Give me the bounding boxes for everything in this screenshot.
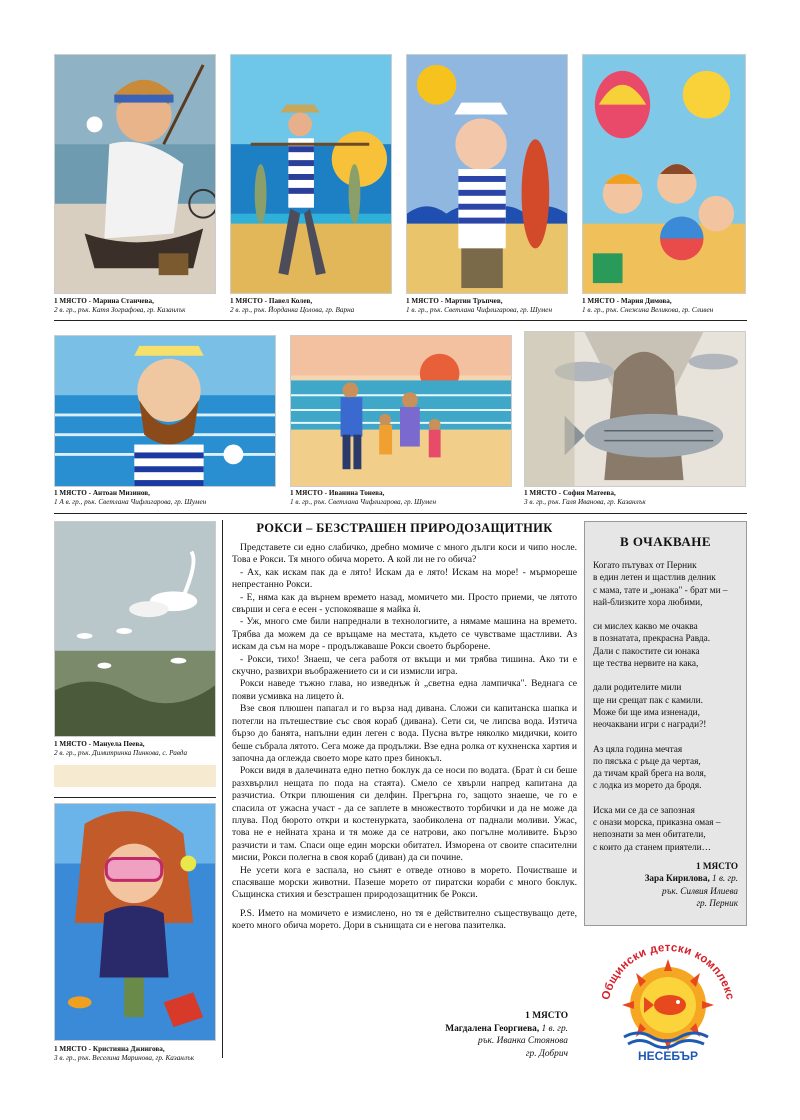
story-paragraph: - Ах, как искам пак да е лято! Искам да е лято! Искам на море! - мърмореше непрестанно Рокси. — [232, 566, 577, 591]
story-paragraph: - Е, няма как да върнем времето назад, момичето ми. Просто приеми, че лятото свърши и сега е есен - успокояваше я майка ѝ. — [232, 591, 577, 616]
poem-stanza: дали родителите мили ще ни срещат пак с камили. Може би ще има изненади, неочаквани игри с награди?! — [593, 683, 707, 731]
complex-logo — [594, 933, 742, 1063]
artwork-diver-girl — [54, 803, 216, 1041]
story-paragraph: Представете си едно слабичко, дребно момиче с много дълги коси и чипо носле. Това е Рокси. Тя много обича морето. А кой ли не го обича? — [232, 542, 577, 566]
poem-sidebar — [584, 521, 747, 926]
caption-row1-4: 1 МЯСТО - Мария Димова, 1 в. гр., рък. Снежина Великова, гр. Сливен — [582, 297, 714, 314]
caption-row2-3: 1 МЯСТО - София Матеева, 3 в. гр., рък. Галя Иванова, гр. Казанлък — [524, 489, 646, 506]
caption-row1-2: 1 МЯСТО - Павел Колев, 2 в. гр., рък. Йорданка Цолова, гр. Варна — [230, 297, 355, 314]
poem-body — [585, 550, 746, 854]
story-paragraph: Не усети кога е заспала, но сънят е отведе отново в морето. Почистваше и спасяваше морски животни. Пазеше морето от пиратски кораби с много боклук. Същинска стихия и безстрашен природозащитник бе Рокси. — [232, 864, 577, 901]
beige-band — [54, 765, 216, 787]
divider-left — [54, 797, 216, 798]
poem-signature — [585, 860, 746, 910]
poem-sig-place: 1 МЯСТО — [696, 860, 738, 871]
story-paragraph: Взе своя плюшен папагал и го върза над дивана. Сложи си капитанска шапка и потегли на пътешествие със своя кораб (дивана). Сети си, че липсва вода. Изтича бързо до банята, напълни един леген с вода. Пусна вътре няколко мидички, които беше събрала лятото. Сега може да продължи. Взе една ролка от кухненска хартия и започна да оглежда своето море като през бинокъл. — [232, 703, 577, 764]
story-signature — [445, 1010, 568, 1060]
story-sig-place: 1 МЯСТО — [525, 1011, 568, 1021]
caption-left-2: 1 МЯСТО - Кристияна Джингова, 3 в. гр., рък. Веселина Маринова, гр. Казанлък — [54, 1045, 195, 1062]
story-paragraph: - Рокси, тихо! Знаеш, че сега работя от вкъщи и ми трябва тишина. Ако ти е скучно, развихри въображението си и си измисли игра. — [232, 653, 577, 678]
artwork-beach-children — [582, 54, 746, 294]
column-divider — [222, 520, 223, 1058]
poem-stanza: Когато пътувах от Перник в един летен и щастлив делник с мама, тате и „юнака" - брат ми – най-близките хора любими, — [593, 561, 728, 608]
caption-row1-3: 1 МЯСТО - Мартин Тръпчев, 1 в. гр., рък. Светлана Чифлигарова, гр. Шумен — [406, 297, 553, 314]
story-sig-city: гр. Добрич — [525, 1048, 568, 1059]
artwork-woman-with-fish — [524, 331, 746, 487]
artwork-boy-with-fish — [406, 54, 568, 294]
logo-city: НЕСЕБЪР — [638, 1049, 698, 1063]
artwork-sailor-portrait — [54, 335, 276, 487]
poem-sig-author: Зара Кирилова, 1 в. гр. — [644, 873, 738, 884]
artwork-swans-photo — [54, 521, 216, 737]
divider-row2 — [54, 513, 747, 514]
artwork-family-at-sea — [290, 335, 512, 487]
story-title: РОКСИ – БЕЗСТРАШЕН ПРИРОДОЗАЩИТНИК — [256, 521, 553, 535]
caption-row1-1: 1 МЯСТО - Марина Станчева, 2 в. гр., рък. Катя Зографова, гр. Казанлък — [54, 297, 186, 314]
poem-sig-teacher: рък. Силвия Илиева — [662, 885, 738, 896]
story-paragraph: P.S. Името на момичето е измислено, но тя е действително съществуващо дете, което много обича морето. Дори в сънищата си е негова пазителка. — [232, 907, 577, 932]
story-paragraph: Рокси видя в далечината едно петно боклук да се носи по водата. (Брат ѝ си беше разхвърлил нещата по пода на стаята). Смело се хвърли напред капитана да разчистиа. Откри плюшения си делфин. Прегърна го, защото знаеше, че го е спасила от ужасна участ - да се заплете в множеството торбички и да не може да плува. Под бюрото откри и костенурката, зaобиколена от паднали моливи. Ужас, това не е нейната храна и тя може да се натрови, ако погълне моливите. Бързо разчисти и там. Спаси още един морски обитател. Изморена от своите спасителни мисии, Рокси полегна в своя кораб (диван) да си почине. — [232, 765, 577, 864]
artwork-man-with-fish — [230, 54, 392, 294]
caption-left-1: 1 МЯСТО - Мануела Пеева, 2 в. гр., рък. Димитринка Пинкова, с. Равда — [54, 740, 188, 757]
story-paragraph: - Уж, много сме били напреднали в технологиите, а нямаме машина на времето. Трябва да можем да се връщаме на местата, където се чувстваме щастливи. Аз искам да съм на море - продължаваше Рокси своето бърборене. — [232, 616, 577, 653]
poem-title: В ОЧАКВАНЕ — [619, 534, 712, 549]
story-body — [232, 542, 577, 933]
poem-sig-city: гр. Перник — [696, 898, 738, 909]
divider-row1 — [54, 320, 747, 321]
poem-stanza: Искa ми се да се запозная с онази морска, приказна омая – непознати за мен обитатели, с които да станем приятели… — [593, 805, 721, 853]
poem-stanza: Аз цяла година мечтая по пясъка с ръце да чертая, да тичам край брега на воля, с лодка из морето да бродя. — [593, 744, 707, 792]
story-paragraph: Рокси наведе тъжно глава, но изведнъж ѝ „светна една лампичка". Веднага се появи усмивка на лицето ѝ. — [232, 678, 577, 702]
story-sig-author: Магдалена Георгиева, 1 в. гр. — [445, 1023, 568, 1034]
poem-stanza: си мислех какво ме очаква в познатата, прекрасна Равда. Дали с пакостите си юнака ще тества нервите на кака, — [593, 622, 711, 670]
artwork-fisherman — [54, 54, 216, 294]
caption-row2-1: 1 МЯСТО - Антоан Мизинов, 1 А в. гр., рък. Светлана Чифлигарова, гр. Шумен — [54, 489, 207, 506]
caption-row2-2: 1 МЯСТО - Иванина Тонева, 1 в. гр., рък. Светлана Чифлигарова, гр. Шумен — [290, 489, 437, 506]
story-sig-teacher: рък. Иванка Стоянова — [477, 1036, 568, 1046]
logo-arc-text: Общински детски комплекс — [600, 941, 736, 1002]
